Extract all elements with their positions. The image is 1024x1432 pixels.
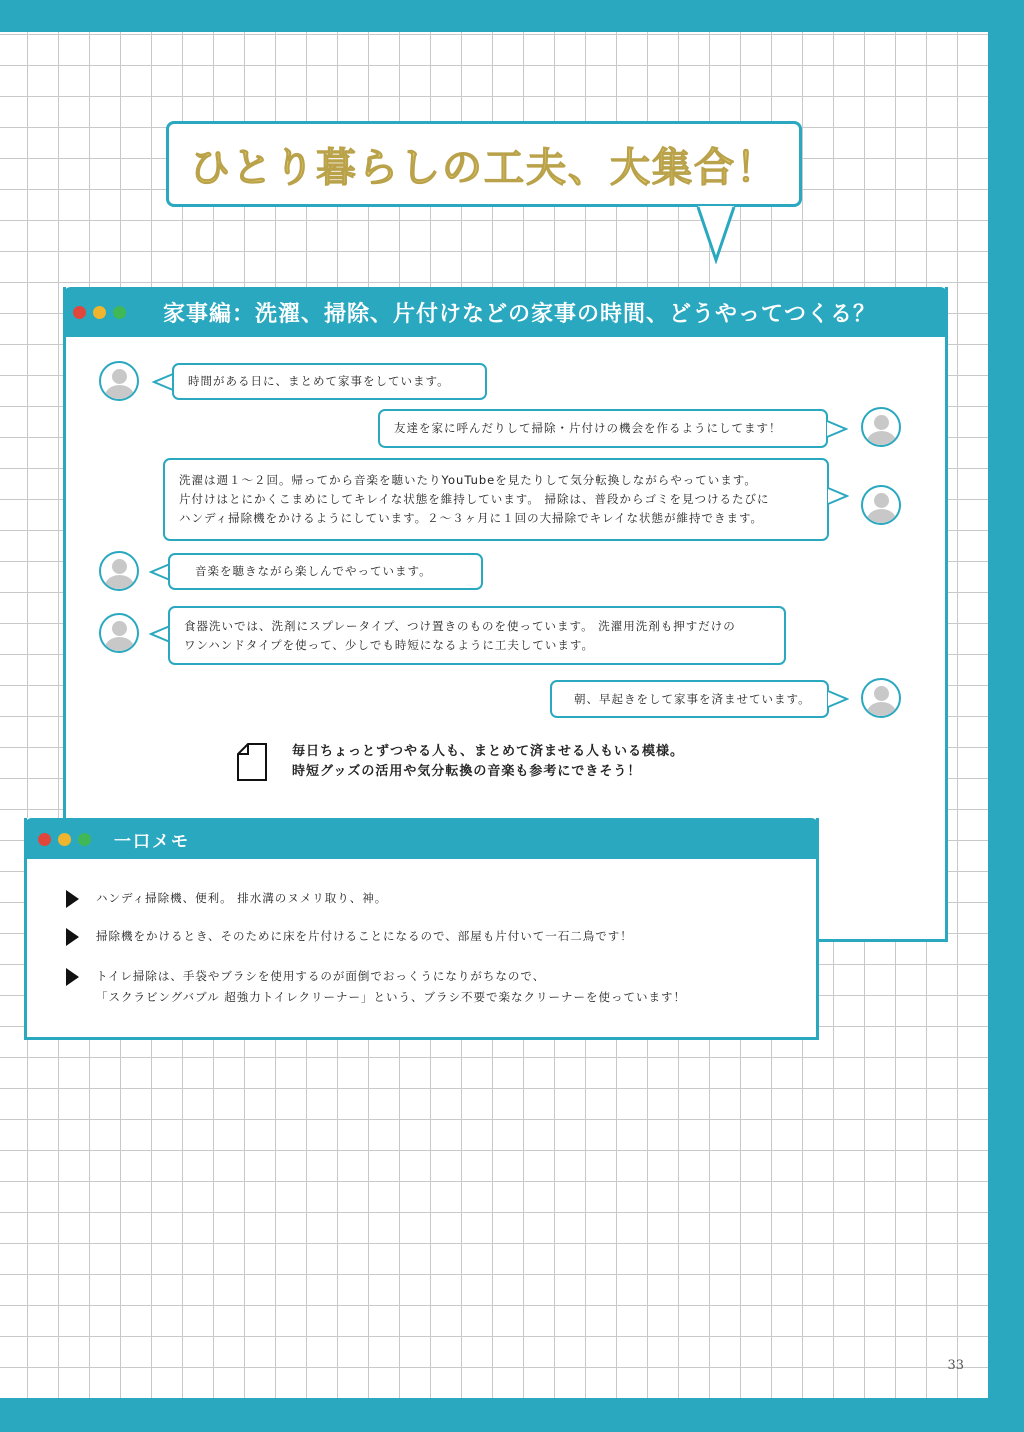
page-title: ひとり暮らしの工夫、大集合！ <box>190 143 778 191</box>
message-line: ハンディ掃除機をかけるようにしています。２～３ヶ月に１回の大掃除でキレイな状態が維持できます。 <box>179 511 764 525</box>
frame-right <box>988 0 1024 1432</box>
summary-line: 毎日ちょっとずつやる人も、まとめて済ませる人もいる模様。 <box>292 744 685 759</box>
memo-item <box>70 926 633 947</box>
chat-heading: 家事編：洗濯、掃除、片付けなどの家事の時間、どうやってつくる？ <box>163 302 877 327</box>
message-line: 食器洗いでは、洗剤にスプレータイプ、つけ置きのものを使っています。 洗濯用洗剤も押すだけの <box>184 618 736 633</box>
memo-item <box>70 966 686 1008</box>
triangle-arrow-icon <box>66 928 79 946</box>
chat-message <box>168 553 483 590</box>
user-avatar-icon <box>861 678 901 718</box>
message-line: 朝、早起きをして家事を済ませています。 <box>574 691 811 706</box>
bubble-tail <box>827 486 849 506</box>
document-icon <box>236 742 268 782</box>
memo-line: 「スクラビングバブル 超強力トイレクリーナー」という、ブラシ不要で楽なクリーナーを使っています！ <box>96 990 686 1004</box>
memo-line: トイレ掃除は、手袋やブラシを使用するのが面倒でおっくうになりがちなので、 <box>96 969 546 983</box>
frame-bottom <box>0 1398 1024 1432</box>
message-line: 片付けはとにかくこまめにしてキレイな状態を維持しています。 掃除は、普段からゴミを見つけるたびに <box>179 492 770 506</box>
close-dot-icon <box>38 833 51 846</box>
bubble-tail <box>152 372 174 392</box>
triangle-arrow-icon <box>66 890 79 908</box>
user-avatar-icon <box>861 407 901 447</box>
chat-message <box>172 363 487 400</box>
title-bubble <box>166 121 802 207</box>
message-line: 時間がある日に、まとめて家事をしています。 <box>188 374 450 388</box>
summary-line: 時短グッズの活用や気分転換の音楽も参考にできそう！ <box>292 764 642 779</box>
user-avatar-icon <box>99 613 139 653</box>
chat-message <box>163 458 829 541</box>
message-line: ワンハンドタイプを使って、少しでも時短になるように工夫しています。 <box>184 637 594 652</box>
chat-message <box>550 680 829 718</box>
minimize-dot-icon <box>93 306 106 319</box>
summary-text <box>292 742 684 782</box>
maximize-dot-icon <box>78 833 91 846</box>
chat-message <box>168 606 786 665</box>
memo-item <box>70 888 387 909</box>
memo-line: ハンディ掃除機、便利。 排水溝のヌメリ取り、神。 <box>96 891 388 905</box>
title-bubble-tail <box>696 204 744 264</box>
message-line: 友達を家に呼んだりして掃除・片付けの機会を作るようにしてます！ <box>394 421 782 435</box>
minimize-dot-icon <box>58 833 71 846</box>
bubble-tail <box>826 419 848 439</box>
maximize-dot-icon <box>113 306 126 319</box>
message-line: 洗濯は週１～２回。帰ってから音楽を聴いたりYouTubeを見たりして気分転換しながらやっています。 <box>179 473 757 487</box>
close-dot-icon <box>73 306 86 319</box>
triangle-arrow-icon <box>66 968 79 986</box>
user-avatar-icon <box>861 485 901 525</box>
chat-message <box>378 409 828 448</box>
memo-heading: 一口メモ <box>114 832 190 852</box>
memo-line: 掃除機をかけるとき、そのために床を片付けることになるので、部屋も片付いて一石二鳥です！ <box>96 929 633 943</box>
message-line: 音楽を聴きながら楽しんでやっています。 <box>195 564 432 578</box>
frame-top <box>0 0 1024 32</box>
user-avatar-icon <box>99 361 139 401</box>
memo-window-titlebar <box>24 818 819 859</box>
chat-window-titlebar <box>63 287 948 337</box>
bubble-tail <box>827 689 849 709</box>
user-avatar-icon <box>99 551 139 591</box>
page-number: 33 <box>947 1358 964 1373</box>
